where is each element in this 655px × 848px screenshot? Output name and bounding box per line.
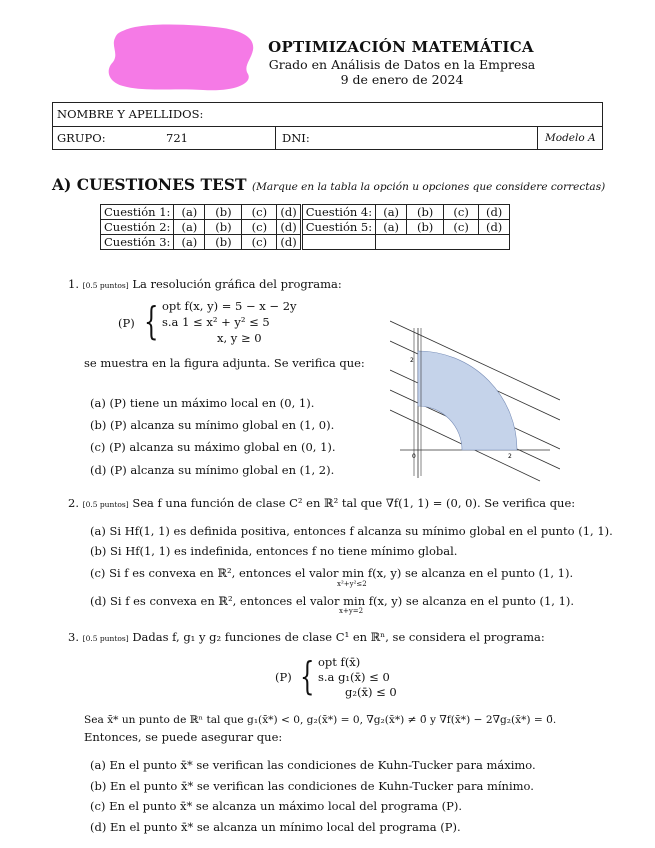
table-row <box>101 205 510 220</box>
option-d[interactable]: (d) (P) alcanza su mínimo global en (1, 2). <box>90 463 335 477</box>
option-cell[interactable]: (c) <box>444 220 479 235</box>
question-text: Dadas f, g₁ y g₂ funciones de clase C¹ en ℝⁿ, se considera el programa: <box>132 630 545 644</box>
question-label: Cuestión 1: <box>101 205 174 220</box>
table-row <box>101 235 510 250</box>
option-cell[interactable]: (d) <box>277 205 301 220</box>
name-label: NOMBRE Y APELLIDOS: <box>57 107 204 121</box>
question-text: La resolución gráfica del programa: <box>132 277 342 291</box>
option-a[interactable]: (a) En el punto x̄* se verifican las condiciones de Kuhn-Tucker para máximo. <box>90 758 536 772</box>
model-label: Modelo A <box>545 132 596 144</box>
option-b[interactable]: (b) Si Hf(1, 1) es indefinida, entonces f no tiene mínimo global. <box>90 544 458 558</box>
option-a[interactable]: (a) (P) tiene un máximo local en (0, 1). <box>90 396 315 410</box>
points-tag: [0.5 puntos] <box>82 281 129 290</box>
option-cell[interactable]: (a) <box>376 205 407 220</box>
option-cell[interactable]: (d) <box>277 235 301 250</box>
option-cell[interactable]: (b) <box>407 220 444 235</box>
question-3-stem <box>68 630 545 644</box>
option-cell[interactable]: (c) <box>242 235 277 250</box>
option-d[interactable]: (d) En el punto x̄* se alcanza un mínimo local del programa (P). <box>90 820 461 834</box>
option-cell[interactable]: (b) <box>205 205 242 220</box>
program-line: g₂(x̄) ≤ 0 <box>345 685 397 699</box>
question-number: 2. <box>68 496 79 510</box>
option-d[interactable]: (d) Si f es convexa en ℝ², entonces el valor min f(x, y) se alcanza en el punto (1, 1). <box>90 594 575 608</box>
question-label: Cuestión 2: <box>101 220 174 235</box>
option-cell[interactable]: (a) <box>174 235 205 250</box>
min-subscript: x²+y²≤2 <box>337 580 367 588</box>
redaction-blob <box>103 22 258 94</box>
question-text: Sea f una función de clase C² en ℝ² tal que ∇f(1, 1) = (0, 0). Se verifica que: <box>132 496 576 510</box>
option-c[interactable]: (c) Si f es convexa en ℝ², entonces el valor min f(x, y) se alcanza en el punto (1, 1). <box>90 566 574 580</box>
question-number: 1. <box>68 277 79 291</box>
program-line: x, y ≥ 0 <box>217 331 262 345</box>
tick-label: 2 <box>410 357 414 364</box>
exam-date: 9 de enero de 2024 <box>340 72 464 87</box>
question-2-stem <box>68 496 575 510</box>
question-label: Cuestión 5: <box>301 220 375 235</box>
question-text: Entonces, se puede asegurar que: <box>84 730 283 744</box>
option-c[interactable]: (c) (P) alcanza su máximo global en (0, 1). <box>90 440 336 454</box>
group-row <box>53 127 602 149</box>
option-a[interactable]: (a) Si Hf(1, 1) es definida positiva, entonces f alcanza su mínimo global en el punto (1, 1). <box>90 524 613 538</box>
option-cell[interactable]: (a) <box>376 220 407 235</box>
program-line: opt f(x, y) = 5 − x − 2y <box>162 299 297 313</box>
option-cell[interactable]: (a) <box>174 205 205 220</box>
dni-label: DNI: <box>282 131 310 145</box>
divider <box>275 127 276 149</box>
name-row <box>53 103 602 127</box>
question-label: Cuestión 3: <box>101 235 174 250</box>
option-cell[interactable]: (c) <box>242 220 277 235</box>
option-c[interactable]: (c) En el punto x̄* se alcanza un máximo local del programa (P). <box>90 799 462 813</box>
question-text: se muestra en la figura adjunta. Se verifica que: <box>84 356 365 370</box>
points-tag: [0.5 puntos] <box>82 634 129 643</box>
question-number: 3. <box>68 630 79 644</box>
program-label: (P) <box>275 670 292 684</box>
tick-label: 0 <box>412 453 416 460</box>
brace: { <box>144 299 159 343</box>
table-row <box>101 220 510 235</box>
program-line: s.a 1 ≤ x² + y² ≤ 5 <box>162 315 270 329</box>
group-label: GRUPO: <box>57 131 106 145</box>
option-cell[interactable]: (d) <box>479 220 510 235</box>
min-subscript: x+y=2 <box>339 607 364 615</box>
program-line: s.a g₁(x̄) ≤ 0 <box>318 670 390 684</box>
divider <box>537 127 538 149</box>
answer-table <box>100 204 510 250</box>
annular-region <box>418 351 517 450</box>
empty-cell <box>376 235 510 250</box>
section-title <box>52 175 605 194</box>
tick-label: 2 <box>508 453 512 460</box>
option-b[interactable]: (b) (P) alcanza su mínimo global en (1, 0). <box>90 418 335 432</box>
section-a-instruction: (Marque en la tabla la opción u opciones que considere correctas) <box>251 181 606 193</box>
empty-cell <box>301 235 375 250</box>
question-1-stem <box>68 277 342 291</box>
option-cell[interactable]: (a) <box>174 220 205 235</box>
option-cell[interactable]: (c) <box>242 205 277 220</box>
program-label: (P) <box>118 316 135 330</box>
option-cell[interactable]: (d) <box>277 220 301 235</box>
feasible-region-figure <box>390 318 560 483</box>
points-tag: [0.5 puntos] <box>82 500 129 509</box>
section-a-heading: A) CUESTIONES TEST <box>52 175 247 194</box>
degree-subtitle: Grado en Análisis de Datos en la Empresa <box>268 57 536 72</box>
option-cell[interactable]: (b) <box>407 205 444 220</box>
group-value: 721 <box>166 131 188 145</box>
option-cell[interactable]: (d) <box>479 205 510 220</box>
question-label: Cuestión 4: <box>301 205 375 220</box>
option-b[interactable]: (b) En el punto x̄* se verifican las condiciones de Kuhn-Tucker para mínimo. <box>90 779 534 793</box>
option-cell[interactable]: (b) <box>205 220 242 235</box>
option-cell[interactable]: (b) <box>205 235 242 250</box>
exam-title: OPTIMIZACIÓN MATEMÁTICA <box>268 38 534 56</box>
question-text: Sea x̄* un punto de ℝⁿ tal que g₁(x̄*) < 0, g₂(x̄*) = 0, ∇g₂(x̄*) ≠ 0̄ y ∇f(x̄*) − 2∇g₂(x̄*) = 0̄. <box>84 714 557 726</box>
brace: { <box>300 654 315 698</box>
option-cell[interactable]: (c) <box>444 205 479 220</box>
program-line: opt f(x̄) <box>318 655 361 669</box>
